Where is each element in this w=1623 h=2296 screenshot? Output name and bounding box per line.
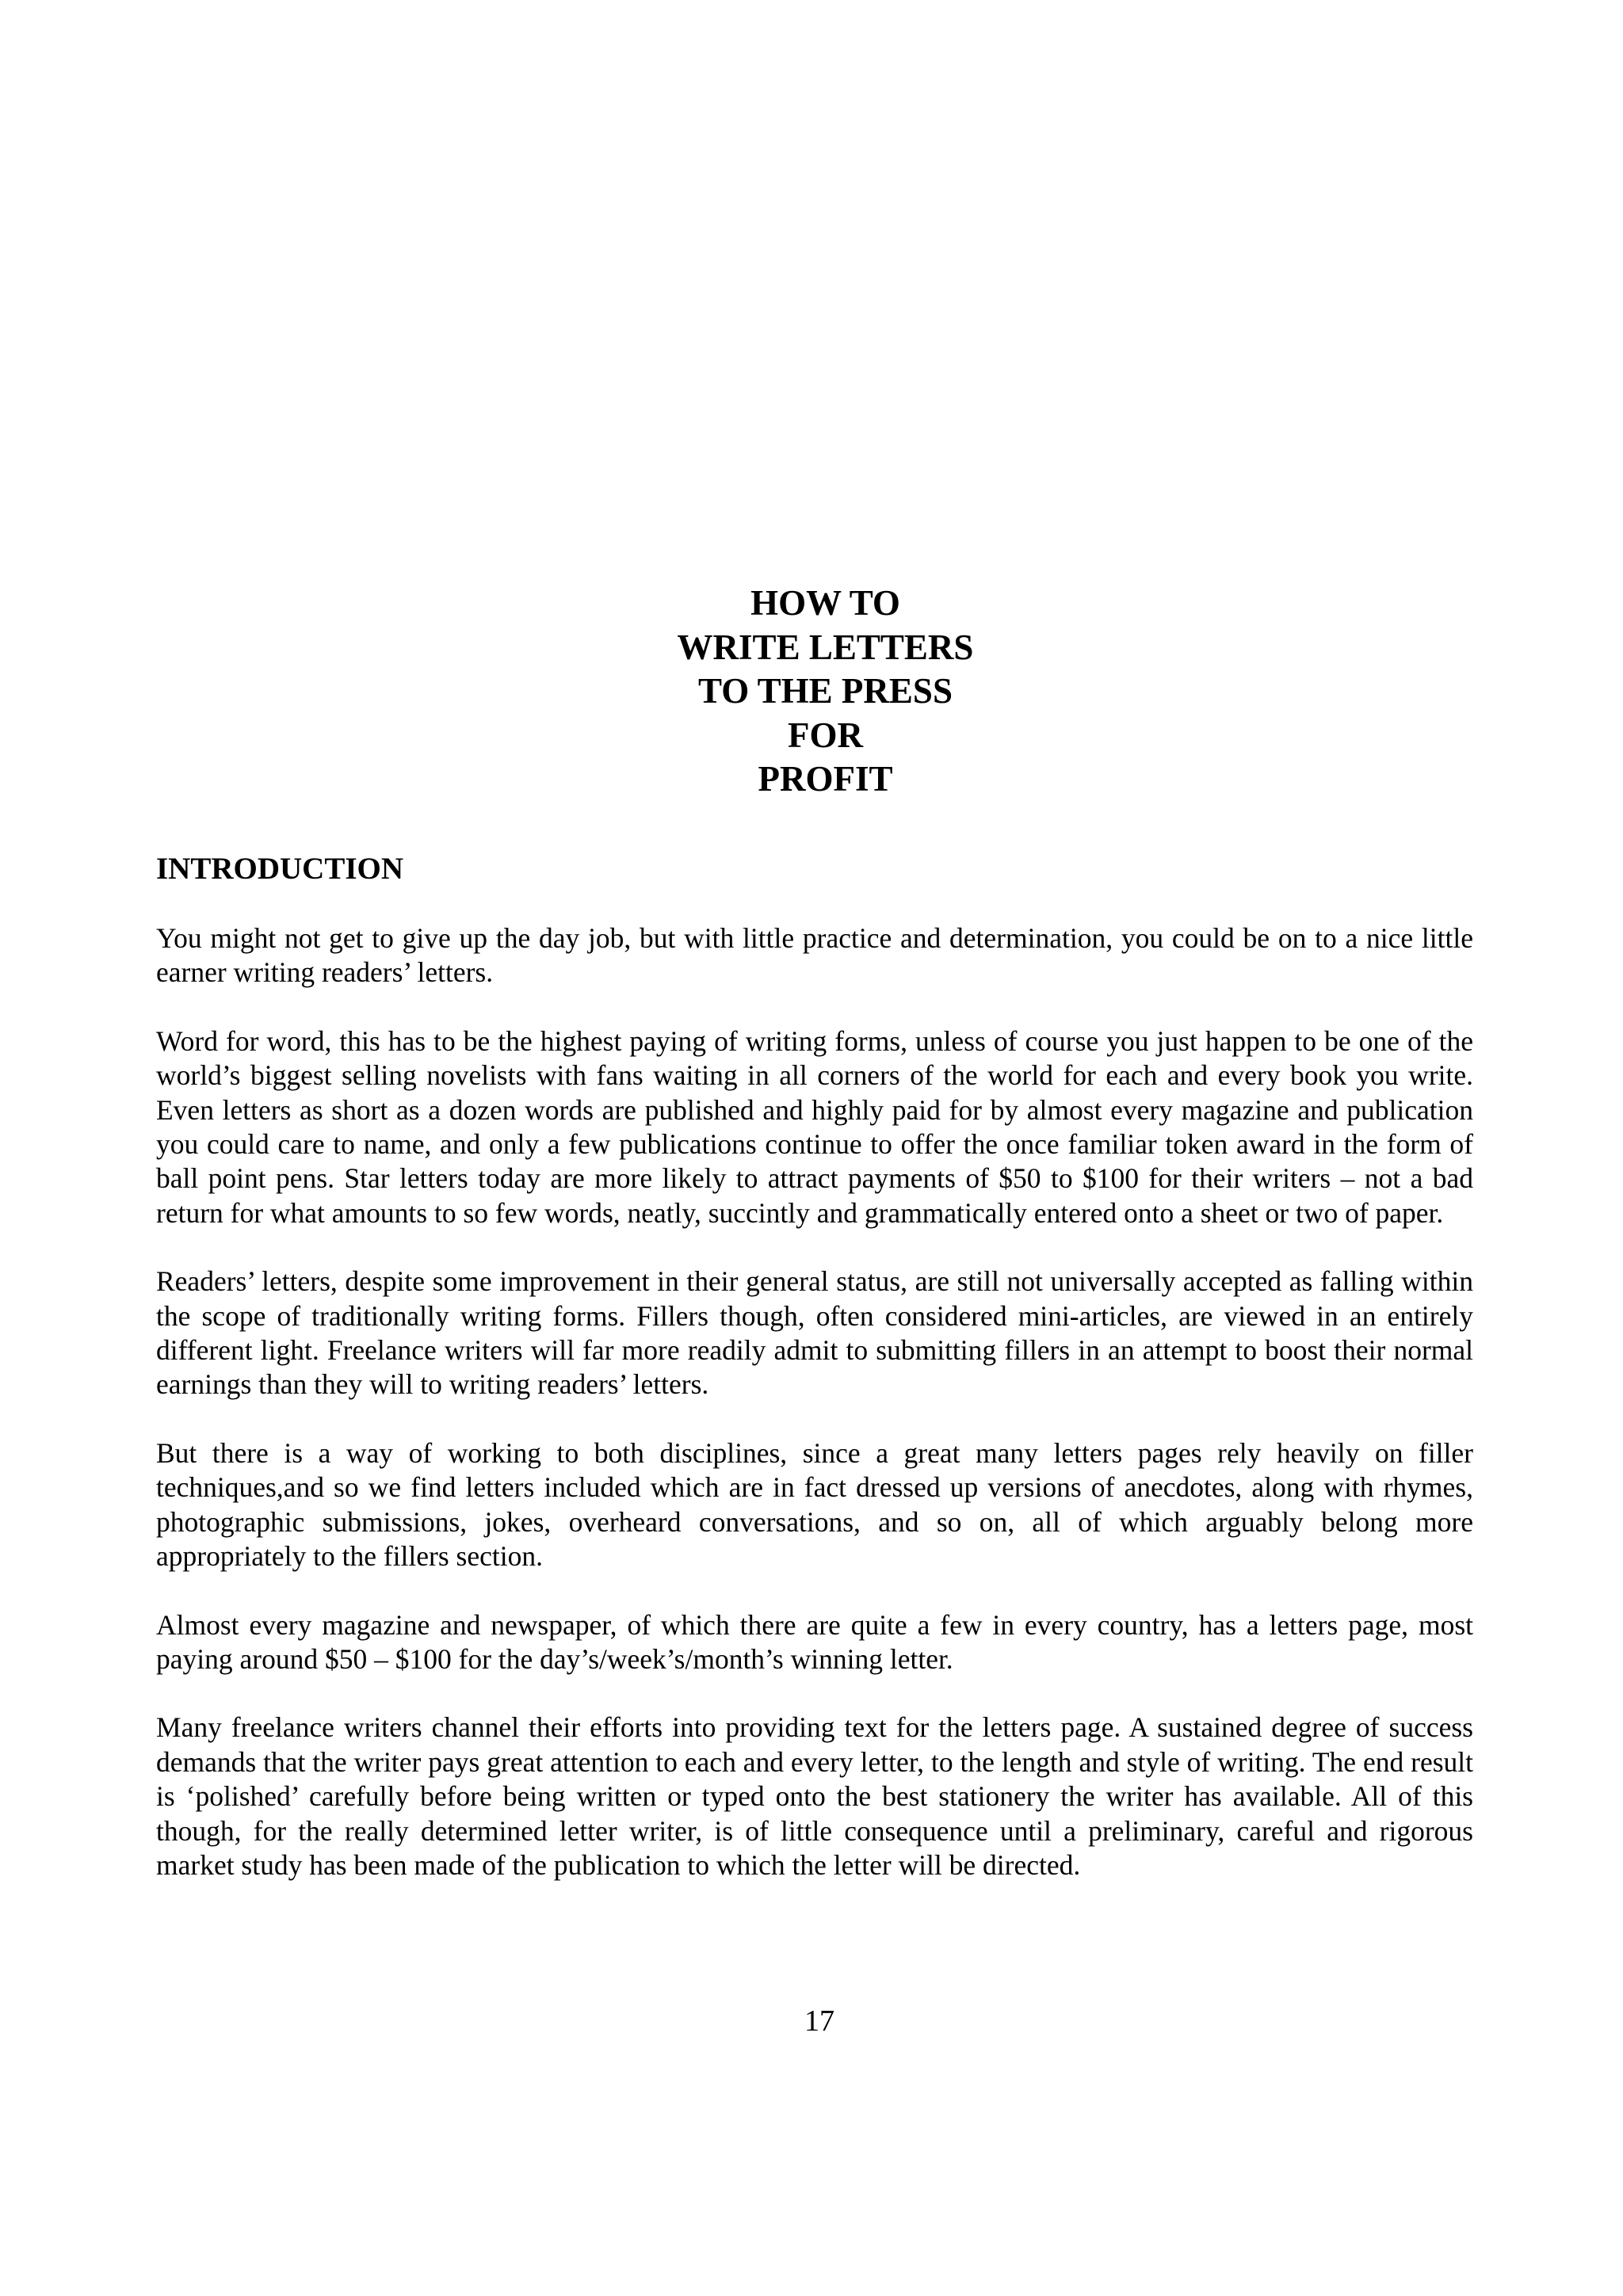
paragraph: Almost every magazine and newspaper, of which there are quite a few in every country, has a letters page, most paying around $50 – $100 for the day’s/week’s/month’s winning letter. [156,1608,1473,1675]
paragraph: Readers’ letters, despite some improvement in their general status, are still not universally accepted as falling within the scope of traditionally writing forms. Fillers though, often considered mini-articles, are viewed in an entirely different light. Freelance writers will far more readily admit to submitting fillers in an attempt to boost their normal earnings than they will to writing readers’ letters. [156,1265,1473,1401]
body-text [156,921,1473,1917]
title-line: WRITE LETTERS [677,627,974,667]
title-line: HOW TO [750,583,900,623]
title-line: TO THE PRESS [698,671,953,711]
document-title [0,582,1623,802]
title-line: PROFIT [758,759,893,799]
title-line: FOR [788,715,863,755]
page-number: 17 [804,2004,834,2038]
paragraph: You might not get to give up the day job, but with little practice and determination, you could be on to a nice little earner writing readers’ letters. [156,922,1473,989]
paragraph: But there is a way of working to both disciplines, since a great many letters pages rely heavily on filler techniques,and so we find letters included which are in fact dressed up versions of anecdotes, along with rhymes, photographic submissions, jokes, overheard conversations, and so on, all of which arguably belong more appropriately to the fillers section. [156,1436,1473,1573]
paragraph: Many freelance writers channel their efforts into providing text for the letters page. A sustained degree of success demands that the writer pays great attention to each and every letter, to the length and style of writing. The end result is ‘polished’ carefully before being written or typed onto the best stationery the writer has available. All of this though, for the really determined letter writer, is of little consequence until a preliminary, careful and rigorous market study has been made of the publication to which the letter will be directed. [156,1711,1473,1881]
section-heading: INTRODUCTION [156,852,404,886]
paragraph: Word for word, this has to be the highest paying of writing forms, unless of course you just happen to be one of the world’s biggest selling novelists with fans waiting in all corners of the world for each and every book you write. Even letters as short as a dozen words are published and highly paid for by almost every magazine and publication you could care to name, and only a few publications continue to offer the once familiar token award in the form of ball point pens. Star letters today are more likely to attract payments of $50 to $100 for their writers – not a bad return for what amounts to so few words, neatly, succintly and grammatically entered onto a sheet or two of paper. [156,1024,1473,1229]
